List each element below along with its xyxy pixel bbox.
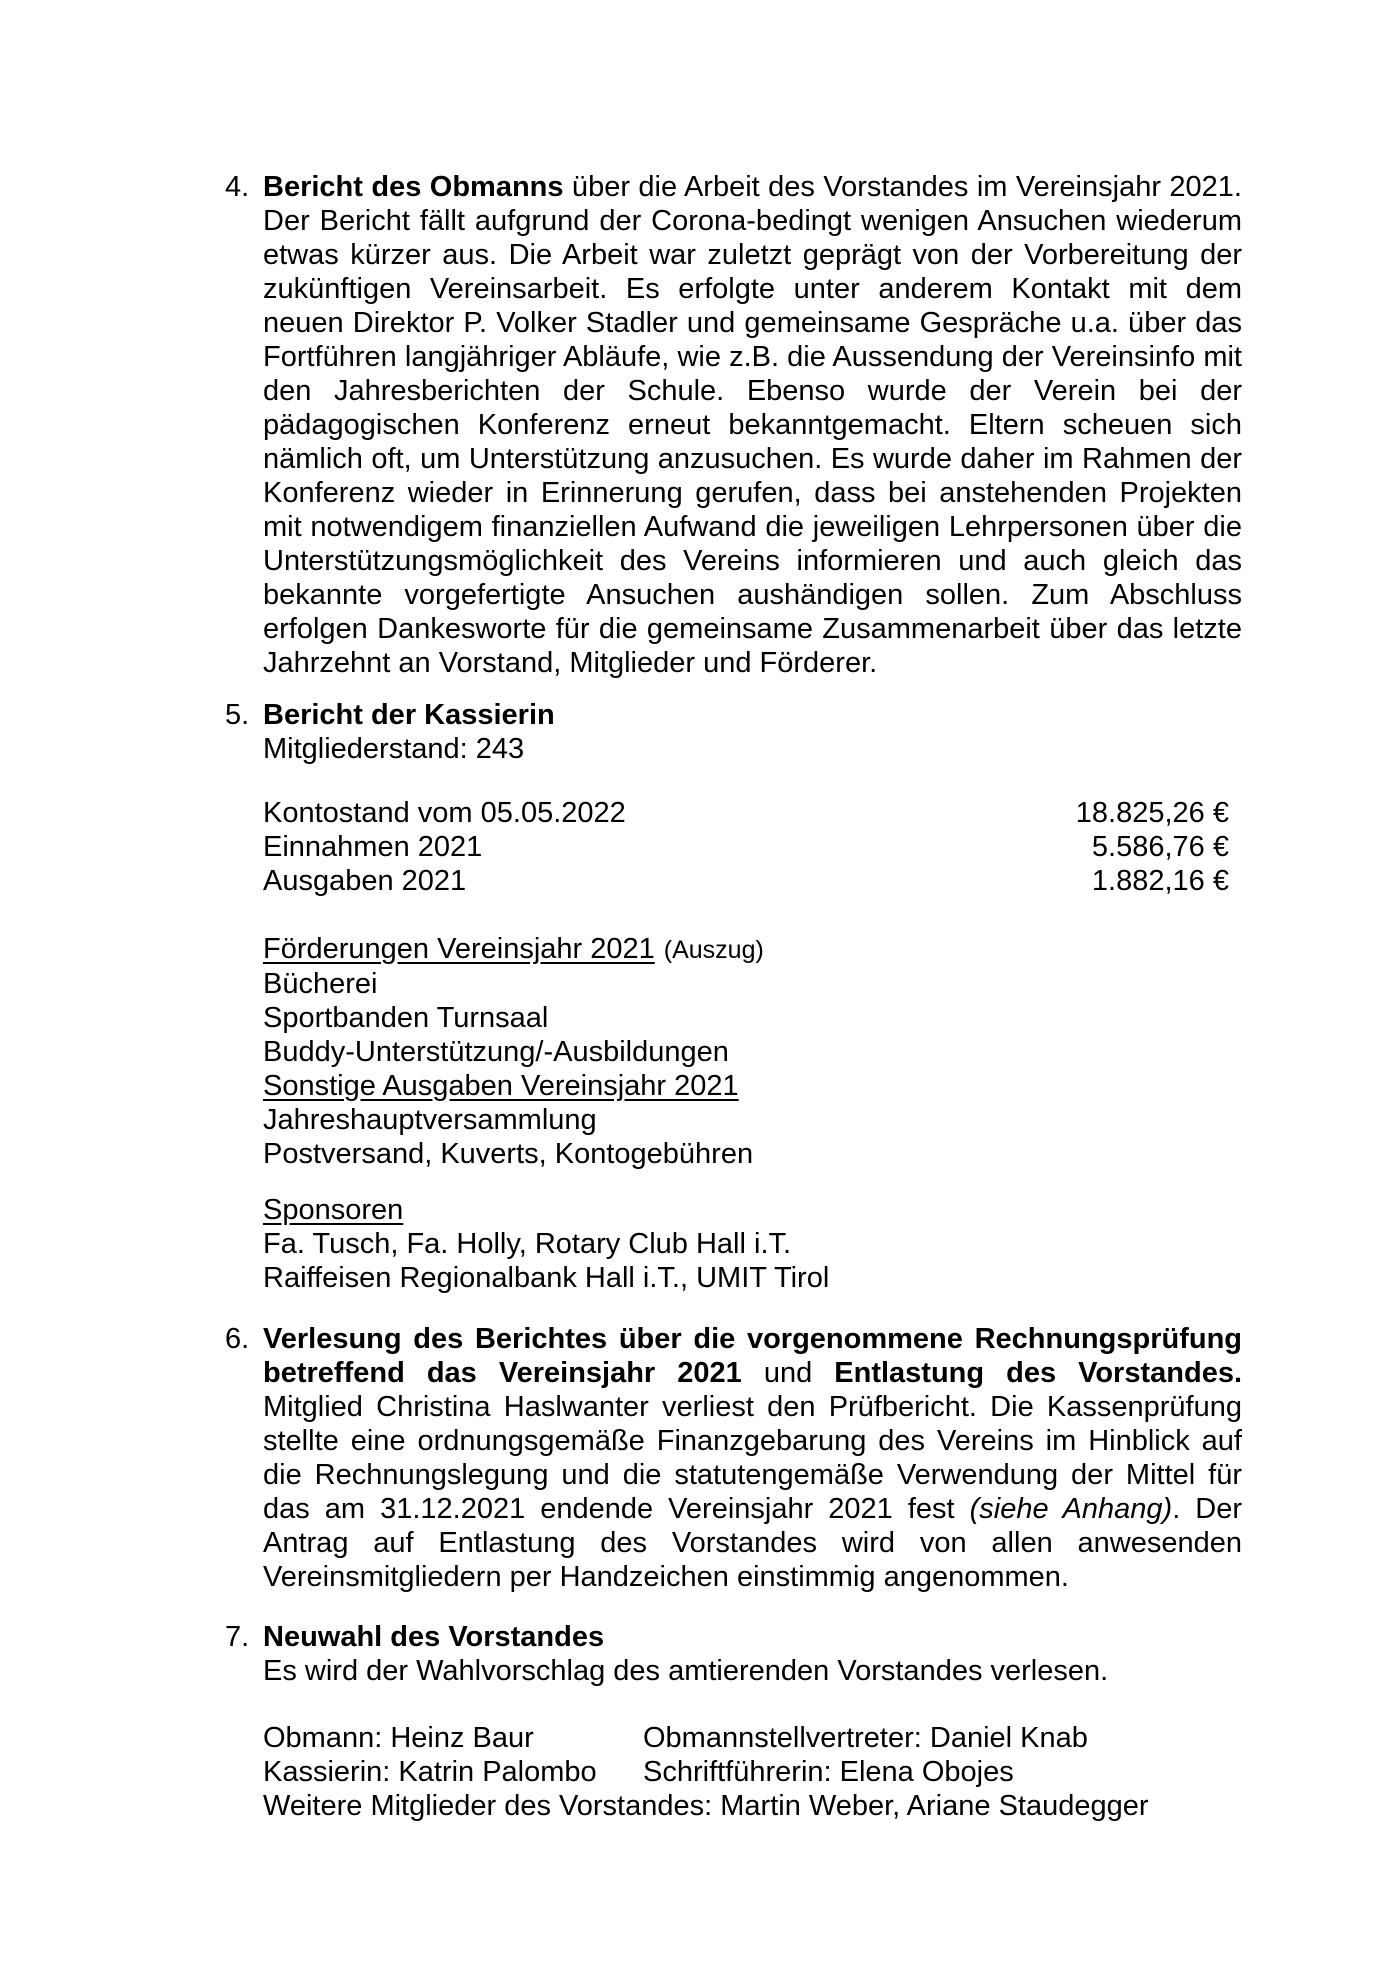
funding-item: Bücherei bbox=[263, 968, 378, 1000]
section-5-body bbox=[263, 698, 1242, 1295]
section-5-number: 5. bbox=[225, 699, 250, 731]
finance-row bbox=[263, 830, 1242, 864]
finance-amount: 5.586,76 € bbox=[1091, 831, 1229, 863]
sponsor-line: Raiffeisen Regionalbank Hall i.T., UMIT Tirol bbox=[263, 1262, 830, 1294]
section-5 bbox=[225, 698, 1242, 1295]
board-row-additional: Weitere Mitglieder des Vorstandes: Martin Weber, Ariane Staudegger bbox=[263, 1790, 1149, 1822]
board-role-right: Schriftführerin: Elena Obojes bbox=[643, 1756, 1014, 1788]
section-6-heading-part2: Entlastung des Vorstandes. bbox=[834, 1357, 1243, 1389]
funding-item: Sportbanden Turnsaal bbox=[263, 1002, 549, 1034]
other-expenses-item: Postversand, Kuverts, Kontogebühren bbox=[263, 1138, 754, 1170]
funding-title-line bbox=[263, 932, 1242, 967]
funding-title: Förderungen Vereinsjahr 2021 bbox=[263, 933, 655, 965]
other-expenses-title: Sonstige Ausgaben Vereinsjahr 2021 bbox=[263, 1070, 739, 1102]
board-row bbox=[263, 1755, 1242, 1789]
sponsors-title: Sponsoren bbox=[263, 1194, 404, 1226]
section-6-body-text-1: Mitglied Christina Haslwanter verliest den Prüfbericht. Die Kassenprüfung stellte eine ordnungsgemäße Finanzgebarung des Vereins im Hinblick auf die Rechnungslegung und die statutengemäße Verwendung der Mittel für das am 31.12.2021 endende Vereinsjahr 2021 fest bbox=[263, 1391, 1242, 1525]
document-content bbox=[225, 170, 1242, 1823]
section-4-paragraph bbox=[263, 170, 1242, 680]
other-expenses-item: Jahreshauptversammlung bbox=[263, 1104, 597, 1136]
section-7-heading: Neuwahl des Vorstandes bbox=[263, 1621, 605, 1653]
board-role-right: Obmannstellvertreter: Daniel Knab bbox=[643, 1722, 1088, 1754]
board-row bbox=[263, 1721, 1242, 1755]
finance-label: Ausgaben 2021 bbox=[263, 865, 467, 897]
section-6-italic-note: (siehe Anhang) bbox=[969, 1493, 1173, 1525]
section-4 bbox=[225, 170, 1242, 680]
finance-amount: 1.882,16 € bbox=[1091, 865, 1229, 897]
sponsors-block bbox=[263, 1193, 1242, 1295]
section-6 bbox=[225, 1322, 1242, 1594]
section-6-paragraph bbox=[263, 1322, 1242, 1594]
funding-title-suffix: (Auszug) bbox=[663, 936, 764, 964]
section-7-body bbox=[263, 1620, 1242, 1823]
section-7-number: 7. bbox=[225, 1621, 250, 1653]
section-6-body-text-2: . Der Antrag auf Entlastung des Vorstandes wird von allen anwesenden Vereinsmitgliedern per Handzeichen einstimmig angenommen. bbox=[263, 1493, 1242, 1593]
section-4-number: 4. bbox=[225, 171, 250, 203]
funding-item: Buddy-Unterstützung/-Ausbildungen bbox=[263, 1036, 729, 1068]
sponsor-line: Fa. Tusch, Fa. Holly, Rotary Club Hall i.T. bbox=[263, 1228, 792, 1260]
section-6-heading-part1: Verlesung des Berichtes über die vorgenommene Rechnungsprüfung betreffend das Vereinsjahr 2021 bbox=[263, 1323, 1242, 1389]
member-count-line: Mitgliederstand: 243 bbox=[263, 733, 525, 765]
finance-label: Kontostand vom 05.05.2022 bbox=[263, 797, 626, 829]
finance-row bbox=[263, 864, 1242, 898]
finance-row bbox=[263, 796, 1242, 830]
board-list bbox=[263, 1721, 1242, 1823]
section-4-body-text: über die Arbeit des Vorstandes im Vereinsjahr 2021. Der Bericht fällt aufgrund der Corona-bedingt wenigen Ansuchen wiederum etwas kürzer aus. Die Arbeit war zuletzt geprägt von der Vorbereitung der zukünftigen Vereinsarbeit. Es erfolgte unter anderem Kontakt mit dem neuen Direktor P. Volker Stadler und gemeinsame Gespräche u.a. über das Fortführen langjähriger Abläufe, wie z.B. die Aussendung der Vereinsinfo mit den Jahresberichten der Schule. Ebenso wurde der Verein bei der pädagogischen Konferenz erneut bekanntgemacht. Eltern scheuen sich nämlich oft, um Unterstützung anzusuchen. Es wurde daher im Rahmen der Konferenz wieder in Erinnerung gerufen, dass bei anstehenden Projekten mit notwendigem finanziellen Aufwand die jeweiligen Lehrpersonen über die Unterstützungsmöglichkeit des Vereins informieren und auch gleich das bekannte vorgefertigte Ansuchen aushändigen sollen. Zum Abschluss erfolgen Dankesworte für die gemeinsame Zusammenarbeit über das letzte Jahrzehnt an Vorstand, Mitglieder und Förderer. bbox=[263, 171, 1242, 679]
finance-table bbox=[263, 796, 1242, 898]
funding-block bbox=[263, 932, 1242, 1171]
finance-amount: 18.825,26 € bbox=[1075, 797, 1229, 829]
section-6-number: 6. bbox=[225, 1323, 250, 1355]
board-role-left: Obmann: Heinz Baur bbox=[263, 1722, 534, 1754]
section-4-heading: Bericht des Obmanns bbox=[263, 171, 564, 203]
section-5-heading: Bericht der Kassierin bbox=[263, 699, 555, 731]
section-7-intro: Es wird der Wahlvorschlag des amtierenden Vorstandes verlesen. bbox=[263, 1655, 1109, 1687]
board-role-left: Kassierin: Katrin Palombo bbox=[263, 1756, 597, 1788]
section-7 bbox=[225, 1620, 1242, 1823]
section-6-connector: und bbox=[741, 1357, 835, 1389]
finance-label: Einnahmen 2021 bbox=[263, 831, 483, 863]
